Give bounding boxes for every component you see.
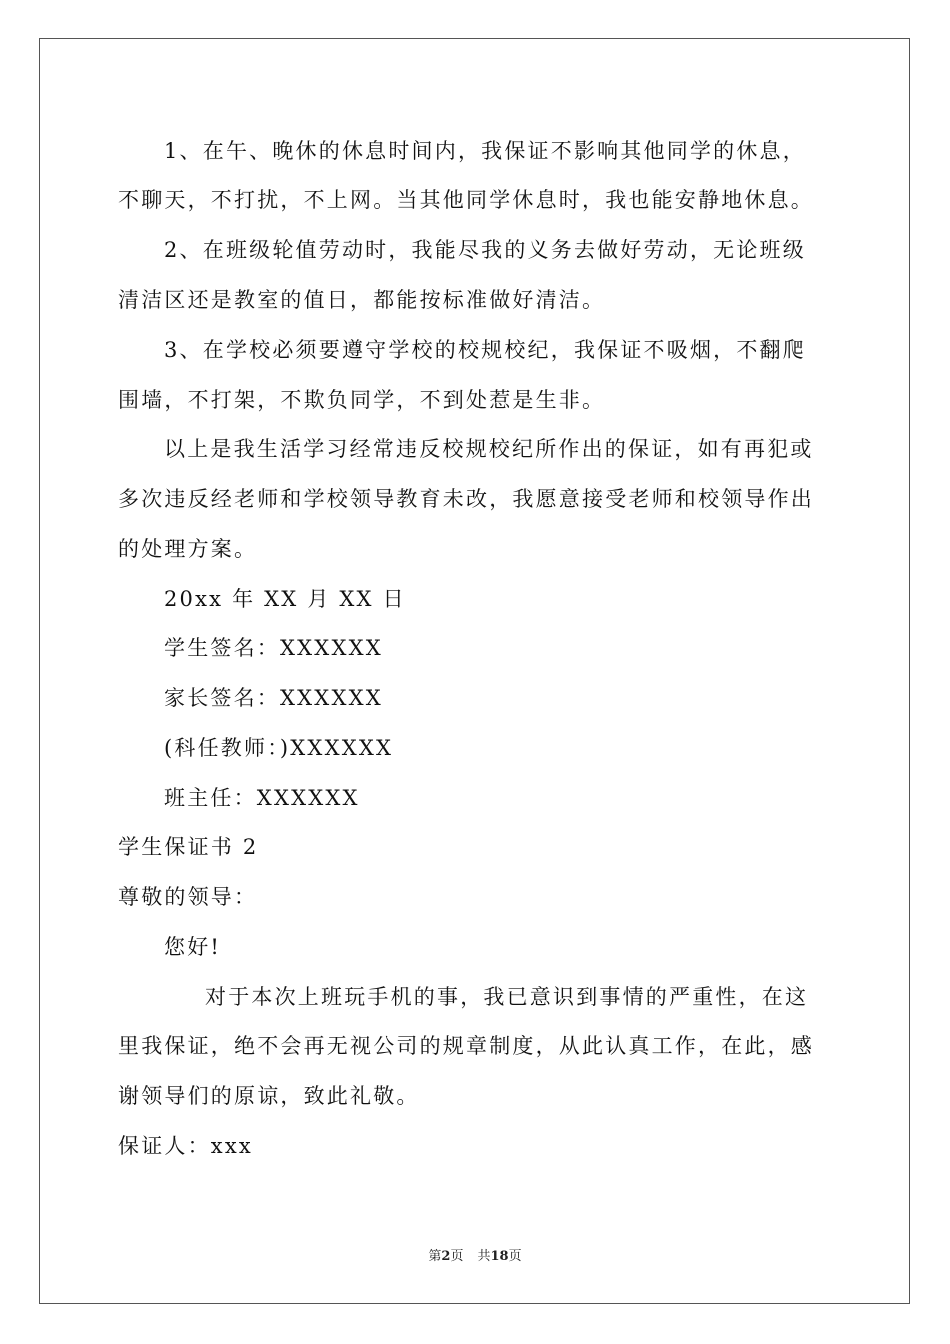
page-footer	[0, 1248, 950, 1266]
section-title: 学生保证书 2	[118, 835, 259, 859]
student-signature-line: 学生签名：XXXXXX	[164, 636, 383, 660]
greeting: 您好!	[164, 935, 222, 959]
paragraph-line: 不聊天，不打扰，不上网。当其他同学休息时，我也能安静地休息。	[118, 188, 814, 212]
salutation: 尊敬的领导：	[118, 885, 258, 909]
head-teacher-line: 班主任：XXXXXX	[164, 786, 360, 810]
paragraph-line: 里我保证，绝不会再无视公司的规章制度，从此认真工作，在此，感	[118, 1034, 814, 1058]
paragraph-line: 清洁区还是教室的值日，都能按标准做好清洁。	[118, 288, 606, 312]
guarantor-line: 保证人：xxx	[118, 1134, 253, 1158]
date-line: 20xx 年 XX 月 XX 日	[164, 587, 406, 611]
teacher-signature-line: (科任教师：)XXXXXX	[164, 736, 394, 760]
footer-total-suffix: 页	[508, 1249, 522, 1264]
footer-total-prefix: 共	[477, 1249, 491, 1264]
paragraph-line: 1、在午、晚休的休息时间内，我保证不影响其他同学的休息，	[164, 139, 806, 163]
paragraph-line: 对于本次上班玩手机的事，我已意识到事情的严重性，在这	[205, 985, 809, 1009]
paragraph-line: 的处理方案。	[118, 537, 258, 561]
footer-page-current: 2	[441, 1249, 451, 1264]
footer-page-total: 18	[490, 1249, 509, 1264]
page-frame	[39, 38, 910, 1304]
paragraph-line: 3、在学校必须要遵守学校的校规校纪，我保证不吸烟，不翻爬	[164, 338, 806, 362]
paragraph-line: 以上是我生活学习经常违反校规校纪所作出的保证，如有再犯或	[164, 437, 814, 461]
paragraph-line: 谢领导们的原谅，致此礼敬。	[118, 1084, 420, 1108]
paragraph-line: 多次违反经老师和学校领导教育未改，我愿意接受老师和校领导作出	[118, 487, 814, 511]
parent-signature-line: 家长签名：XXXXXX	[164, 686, 383, 710]
footer-page-prefix: 第	[428, 1249, 442, 1264]
paragraph-line: 2、在班级轮值劳动时，我能尽我的义务去做好劳动，无论班级	[164, 238, 806, 262]
footer-page-suffix: 页	[450, 1249, 464, 1264]
paragraph-line: 围墙，不打架，不欺负同学，不到处惹是生非。	[118, 388, 606, 412]
